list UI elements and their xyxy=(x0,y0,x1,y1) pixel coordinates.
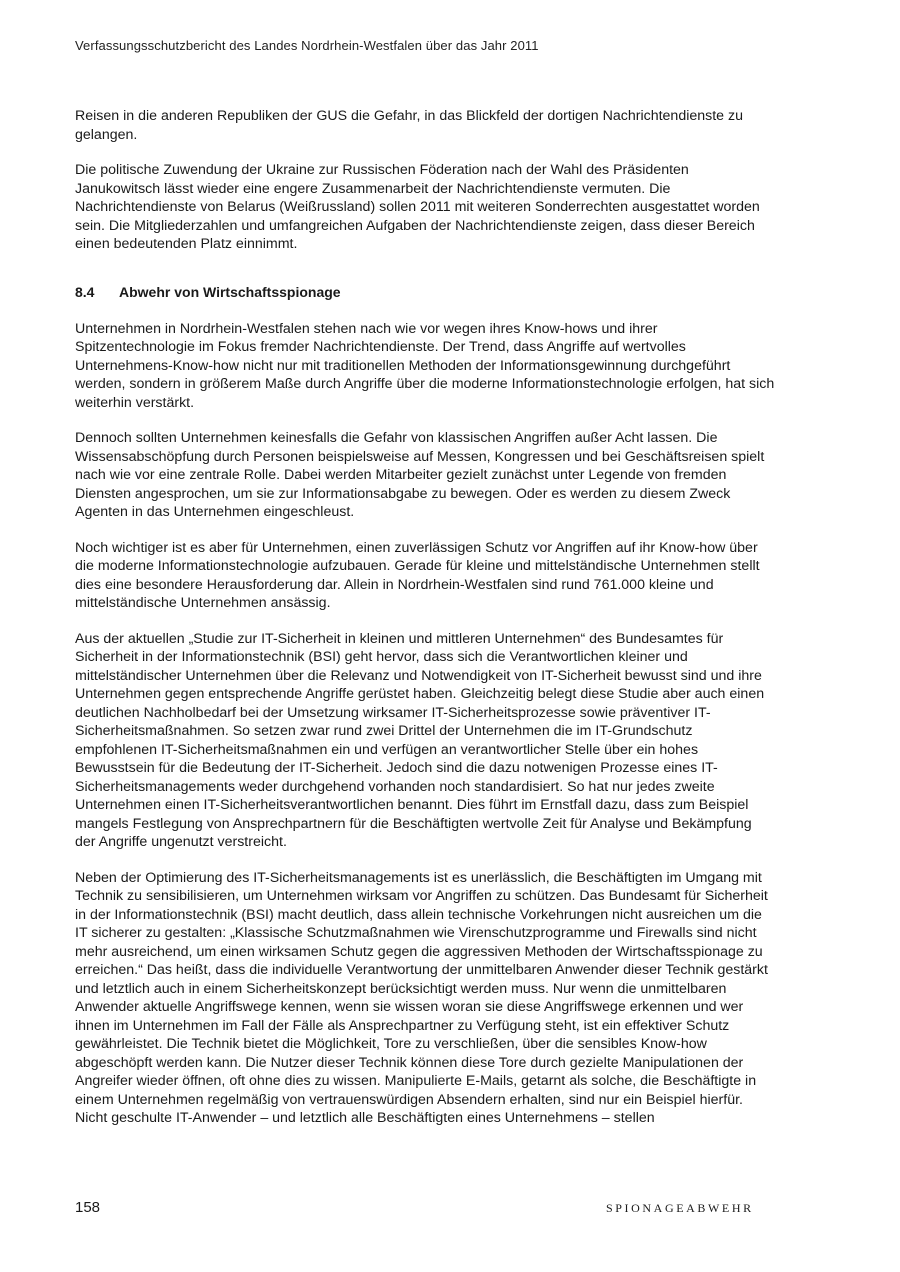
section-paragraph-2: Dennoch sollten Unternehmen keinesfalls die Gefahr von klassischen Angriffen außer Acht lassen. Die Wissensabschöpfung durch Personen beispielsweise auf Messen, Kongressen und bei Geschäftsreisen spielt nach wie vor eine zentrale Rolle. Dabei werden Mitarbeiter gezielt zunächst unter Legende von fremden Diensten angesprochen, um sie zur Informationsabgabe zu bewegen. Oder es werden zu diesem Zweck Agenten in das Unternehmen eingeschleust. xyxy=(75,430,765,520)
section-title: Abwehr von Wirtschaftsspionage xyxy=(119,283,341,300)
section-paragraph-3: Noch wichtiger ist es aber für Unternehmen, einen zuverlässigen Schutz vor Angriffen auf ihr Know-how über die moderne Informationstechnologie aufzubauen. Gerade für kleine und mittelständische Unternehmen stellt dies eine besondere Herausforderung dar. Allein in Nordrhein-Westfalen sind rund 761.000 kleine und mittelständische Unternehmen ansässig. xyxy=(75,539,760,611)
section-number: 8.4 xyxy=(75,283,95,300)
running-header: Verfassungsschutzbericht des Landes Nordrhein-Westfalen über das Jahr 2011 xyxy=(75,38,539,53)
section-paragraph-4: Aus der aktuellen „Studie zur IT-Sicherheit in kleinen und mittleren Unternehmen“ des Bundesamtes für Sicherheit in der Informationstechnik (BSI) geht hervor, dass sich die Verantwortlichen kleiner und mittelständischer Unternehmen über die Relevanz und Notwendigkeit von IT-Sicherheit bewusst sind und ihre Unternehmen gegen entsprechende Angriffe gerüstet haben. Gleichzeitig belegt diese Studie aber auch einen deutlichen Nachholbedarf bei der Umsetzung wirksamer IT-Sicherheitsprozesse sowie präventiver IT-Sicherheitsmaßnahmen. So setzen zwar rund zwei Drittel der Unternehmen die im IT-Grundschutz empfohlenen IT-Sicherheitsmaßnahmen ein und verfügen an verantwortlicher Stelle über ein hohes Bewusstsein für die Bedeutung der IT-Sicherheit. Jedoch sind die dazu notwenigen Prozesse eines IT-Sicherheitsmanagements weder durchgehend vorhanden noch standardisiert. So hat nur jedes zweite Unternehmen einen IT-Sicherheitsverantwortlichen benannt. Dies führt im Ernstfall dazu, dass zum Beispiel mangels Festlegung von Ansprechpartnern für die Beschäftigten wertvolle Zeit für Analyse und Bekämpfung der Angriffe ungenutzt verstreicht. xyxy=(75,630,765,850)
chapter-label: SPIONAGEABWEHR xyxy=(606,1201,754,1215)
section-paragraph-5: Neben der Optimierung des IT-Sicherheitsmanagements ist es unerlässlich, die Beschäftigten im Umgang mit Technik zu sensibilisieren, um Unternehmen wirksam vor Angriffen zu schützen. Das Bundesamt für Sicherheit in der Informationstechnik (BSI) macht deutlich, dass allein technische Vorkehrungen nicht ausreichen um die IT sicherer zu gestalten: „Klassische Schutzmaßnahmen wie Virenschutzprogramme und Firewalls sind nicht mehr ausreichend, um einen wirksamen Schutz gegen die aggressiven Methoden der Wirtschaftsspionage zu erreichen.“ Das heißt, dass die individuelle Verantwortung der unmittelbaren Anwender dieser Technik gestärkt und letztlich auch in einem Sicherheitskonzept berücksichtigt werden muss. Nur wenn die unmittelbaren Anwender aktuelle Angriffswege kennen, wenn sie wissen woran sie diese Angriffswege erkennen und wer ihnen im Unternehmen im Fall der Fälle als Ansprechpartner zu Verfügung steht, ist ein effektiver Schutz gewährleistet. Die Technik bietet die Möglichkeit, Tore zu verschließen, über die sensibles Know-how abgeschöpft werden kann. Die Nutzer dieser Technik können diese Tore durch gezielte Manipulationen der Angreifer wieder öffnen, oft ohne dies zu wissen. Manipulierte E-Mails, getarnt als solche, die Beschäftigte in einem Unternehmen regelmäßig von vertrauenswürdigen Absendern erhalten, sind nur ein Beispiel hierfür. Nicht geschulte IT-Anwender – und letztlich alle Beschäftigten eines Unternehmens – stellen xyxy=(75,869,768,1126)
intro-paragraph-1: Reisen in die anderen Republiken der GUS die Gefahr, in das Blickfeld der dortigen Nachrichtendienste zu gelangen. xyxy=(75,108,743,143)
page-number: 158 xyxy=(75,1199,101,1216)
section-paragraph-1: Unternehmen in Nordrhein-Westfalen stehen nach wie vor wegen ihres Know-hows und ihrer Spitzentechnologie im Fokus fremder Nachrichtendienste. Der Trend, dass Angriffe auf wertvolles Unternehmens-Know-how nicht nur mit traditionellen Methoden der Informationsgewinnung durchgeführt werden, sondern in größerem Maße durch Angriffe über die moderne Informationstechnologie erfolgen, hat sich weiterhin verstärkt. xyxy=(75,320,775,411)
section-heading xyxy=(75,284,775,300)
page-body xyxy=(75,107,775,1145)
intro-paragraph-2: Die politische Zuwendung der Ukraine zur Russischen Föderation nach der Wahl des Präsidenten Janukowitsch lässt wieder eine engere Zusammenarbeit der Nachrichtendienste vermuten. Die Nachrichtendienste von Belarus (Weißrussland) sollen 2011 mit weiteren Sonderrechten ausgestattet worden sein. Die Mitgliederzahlen und umfangreichen Aufgaben der Nachrichtendienste zeigen, dass dieser Bereich einen bedeutenden Platz einnimmt. xyxy=(75,162,760,252)
